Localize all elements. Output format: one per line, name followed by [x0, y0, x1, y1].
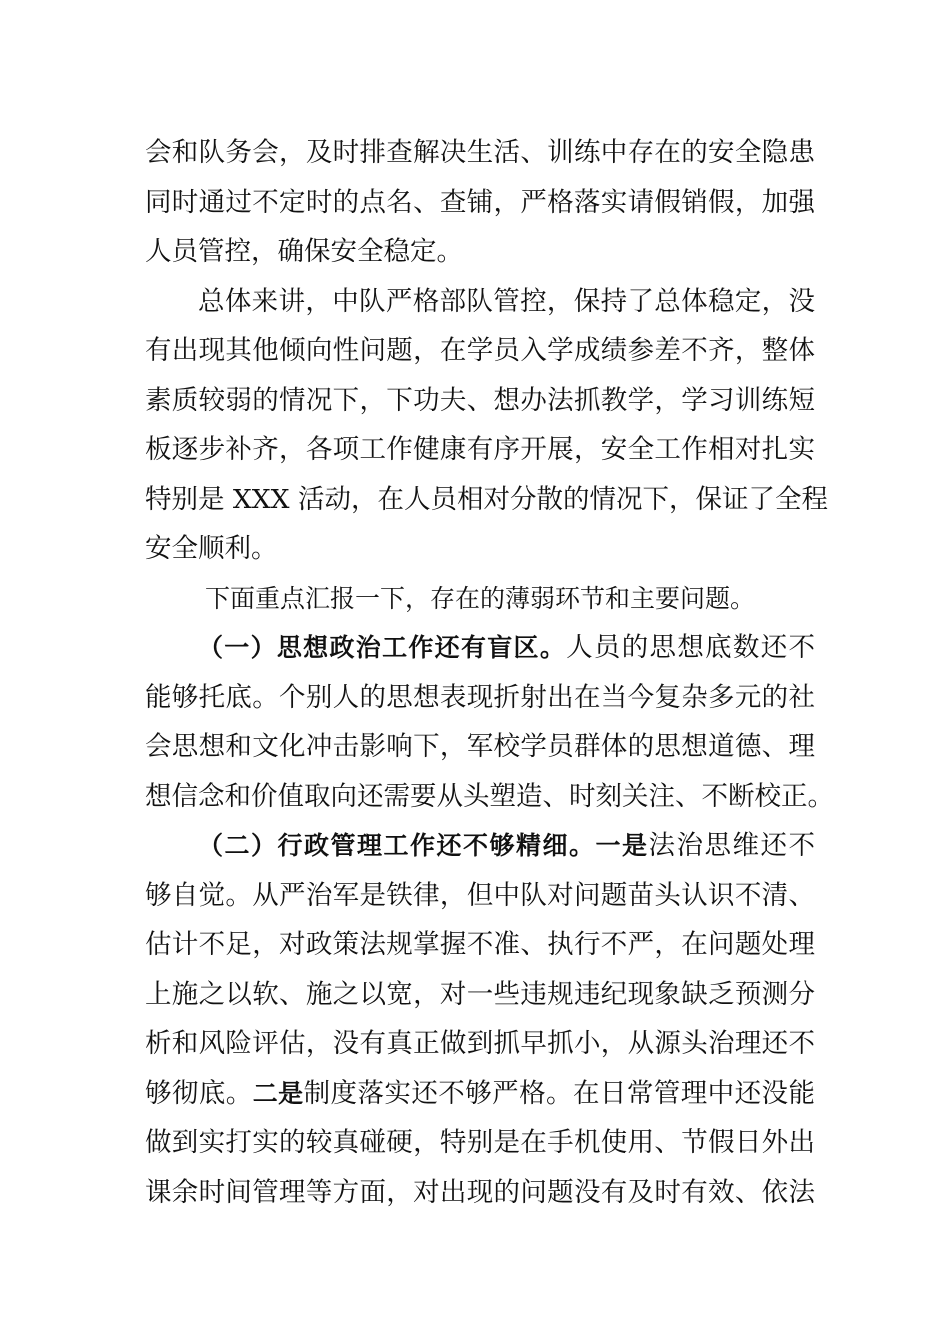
paragraph-5-line-5: 析和风险评估，没有真正做到抓早抓小，从源头治理还不 — [145, 1028, 815, 1059]
paragraph-4-line-1 — [198, 628, 815, 668]
paragraph-5-line-7: 做到实打实的较真碰硬，特别是在手机使用、节假日外出 — [145, 1127, 815, 1158]
paragraph-2-line-2: 有出现其他倾向性问题，在学员入学成绩参差不齐，整体 — [145, 335, 815, 366]
paragraph-4-line-2: 能够托底。个别人的思想表现折射出在当今复杂多元的社 — [145, 682, 815, 713]
paragraph-5-line-2: 够自觉。从严治军是铁律，但中队对问题苗头认识不清、 — [145, 880, 815, 911]
paragraph-5-line-3: 估计不足，对政策法规掌握不准、执行不严，在问题处理 — [145, 929, 815, 960]
paragraph-2-line-1: 总体来讲，中队严格部队管控，保持了总体稳定，没 — [198, 286, 815, 317]
paragraph-3-line-1: 下面重点汇报一下，存在的薄弱环节和主要问题。 — [205, 584, 756, 613]
paragraph-4-line-3: 会思想和文化冲击影响下，军校学员群体的思想道德、理 — [145, 731, 815, 762]
paragraph-5-line-6-a: 够彻底。 — [145, 1078, 253, 1109]
paragraph-4-line-4: 想信念和价值取向还需要从头塑造、时刻关注、不断校正。 — [145, 781, 834, 812]
section-heading-2: （二）行政管理工作还不够精细。 — [198, 831, 596, 860]
paragraph-2-line-5: 特别是 XXX 活动，在人员相对分散的情况下，保证了全程 — [145, 484, 828, 515]
marker-first: 一是 — [595, 831, 649, 860]
paragraph-5-line-1-text: 法治思维还不 — [648, 830, 815, 861]
section-heading-1: （一）思想政治工作还有盲区。 — [198, 633, 567, 662]
paragraph-2-line-3: 素质较弱的情况下，下功夫、想办法抓教学，学习训练短 — [145, 385, 815, 416]
paragraph-1-line-2: 同时通过不定时的点名、查铺，严格落实请假销假，加强 — [145, 187, 815, 218]
paragraph-5-line-8: 课余时间管理等方面，对出现的问题没有及时有效、依法 — [145, 1177, 815, 1208]
paragraph-1-line-3: 人员管控，确保安全稳定。 — [145, 236, 463, 267]
marker-second: 二是 — [252, 1079, 304, 1108]
paragraph-5-line-4: 上施之以软、施之以宽，对一些违规违纪现象缺乏预测分 — [145, 979, 815, 1010]
paragraph-2-line-6: 安全顺利。 — [145, 533, 278, 564]
paragraph-2-line-4: 板逐步补齐，各项工作健康有序开展，安全工作相对扎实 — [145, 434, 815, 465]
paragraph-1-line-1: 会和队务会，及时排查解决生活、训练中存在的安全隐患 — [145, 137, 815, 168]
paragraph-5-line-1 — [198, 826, 815, 866]
paragraph-5-line-6 — [145, 1074, 815, 1114]
paragraph-4-line-1-text: 人员的思想底数还不 — [566, 632, 815, 663]
paragraph-5-line-6-b: 制度落实还不够严格。在日常管理中还没能 — [303, 1078, 815, 1109]
